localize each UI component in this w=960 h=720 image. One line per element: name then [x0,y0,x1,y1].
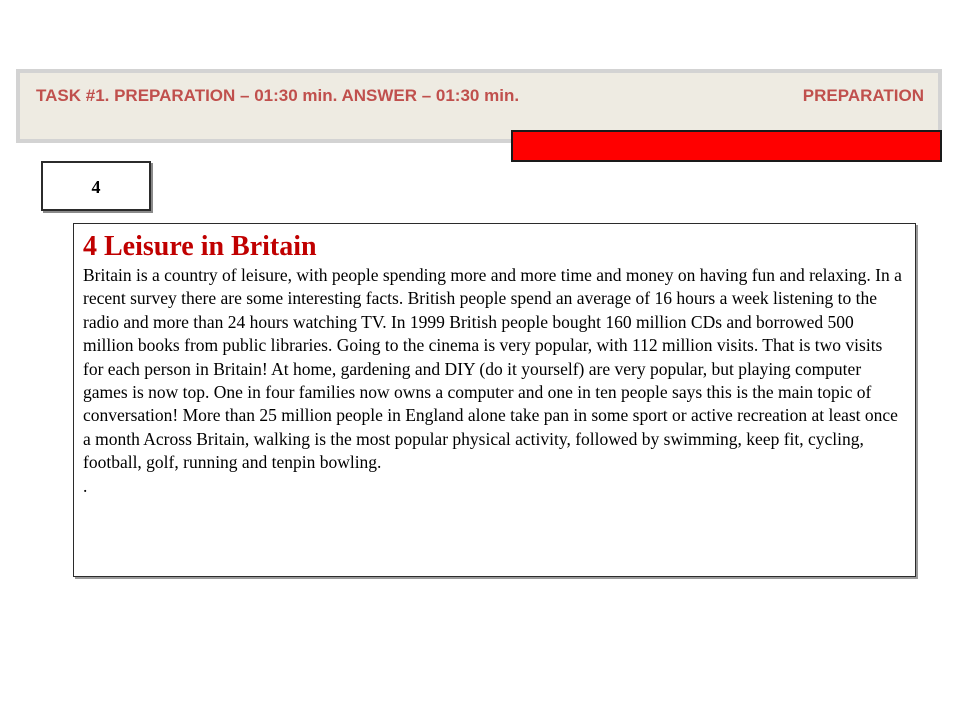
text-body: Britain is a country of leisure, with people spending more and more time and money on having fun and relaxing. In a recent survey there are some interesting facts. British people spend an average of 16 hours a week listening to the radio and more than 24 hours watching TV. In 1999 British people bought 160 million CDs and borrowed 500 million books from public libraries. Going to the cinema is very popular, with 112 million visits. That is two visits for each person in Britain! At home, gardening and DIY (do it yourself) are very popular, but playing computer games is now top. One in four families now owns a computer and one in ten people says this is the main topic of conversation! More than 25 million people in England alone take pan in some sport or active recreation at least once a month Across Britain, walking is the most popular physical activity, followed by swimming, keep fit, cycling, football, golf, running and tenpin bowling. [83,265,902,473]
timer-progress-bar [511,130,942,162]
text-trailing-mark: . [83,475,88,496]
phase-label: PREPARATION [802,86,924,105]
task-number-badge: 4 [41,161,151,211]
text-title: 4 Leisure in Britain [83,231,317,262]
reading-text-panel [73,223,916,577]
task-timing-label: TASK #1. PREPARATION – 01:30 min. ANSWER – 01:30 min. [36,86,520,105]
